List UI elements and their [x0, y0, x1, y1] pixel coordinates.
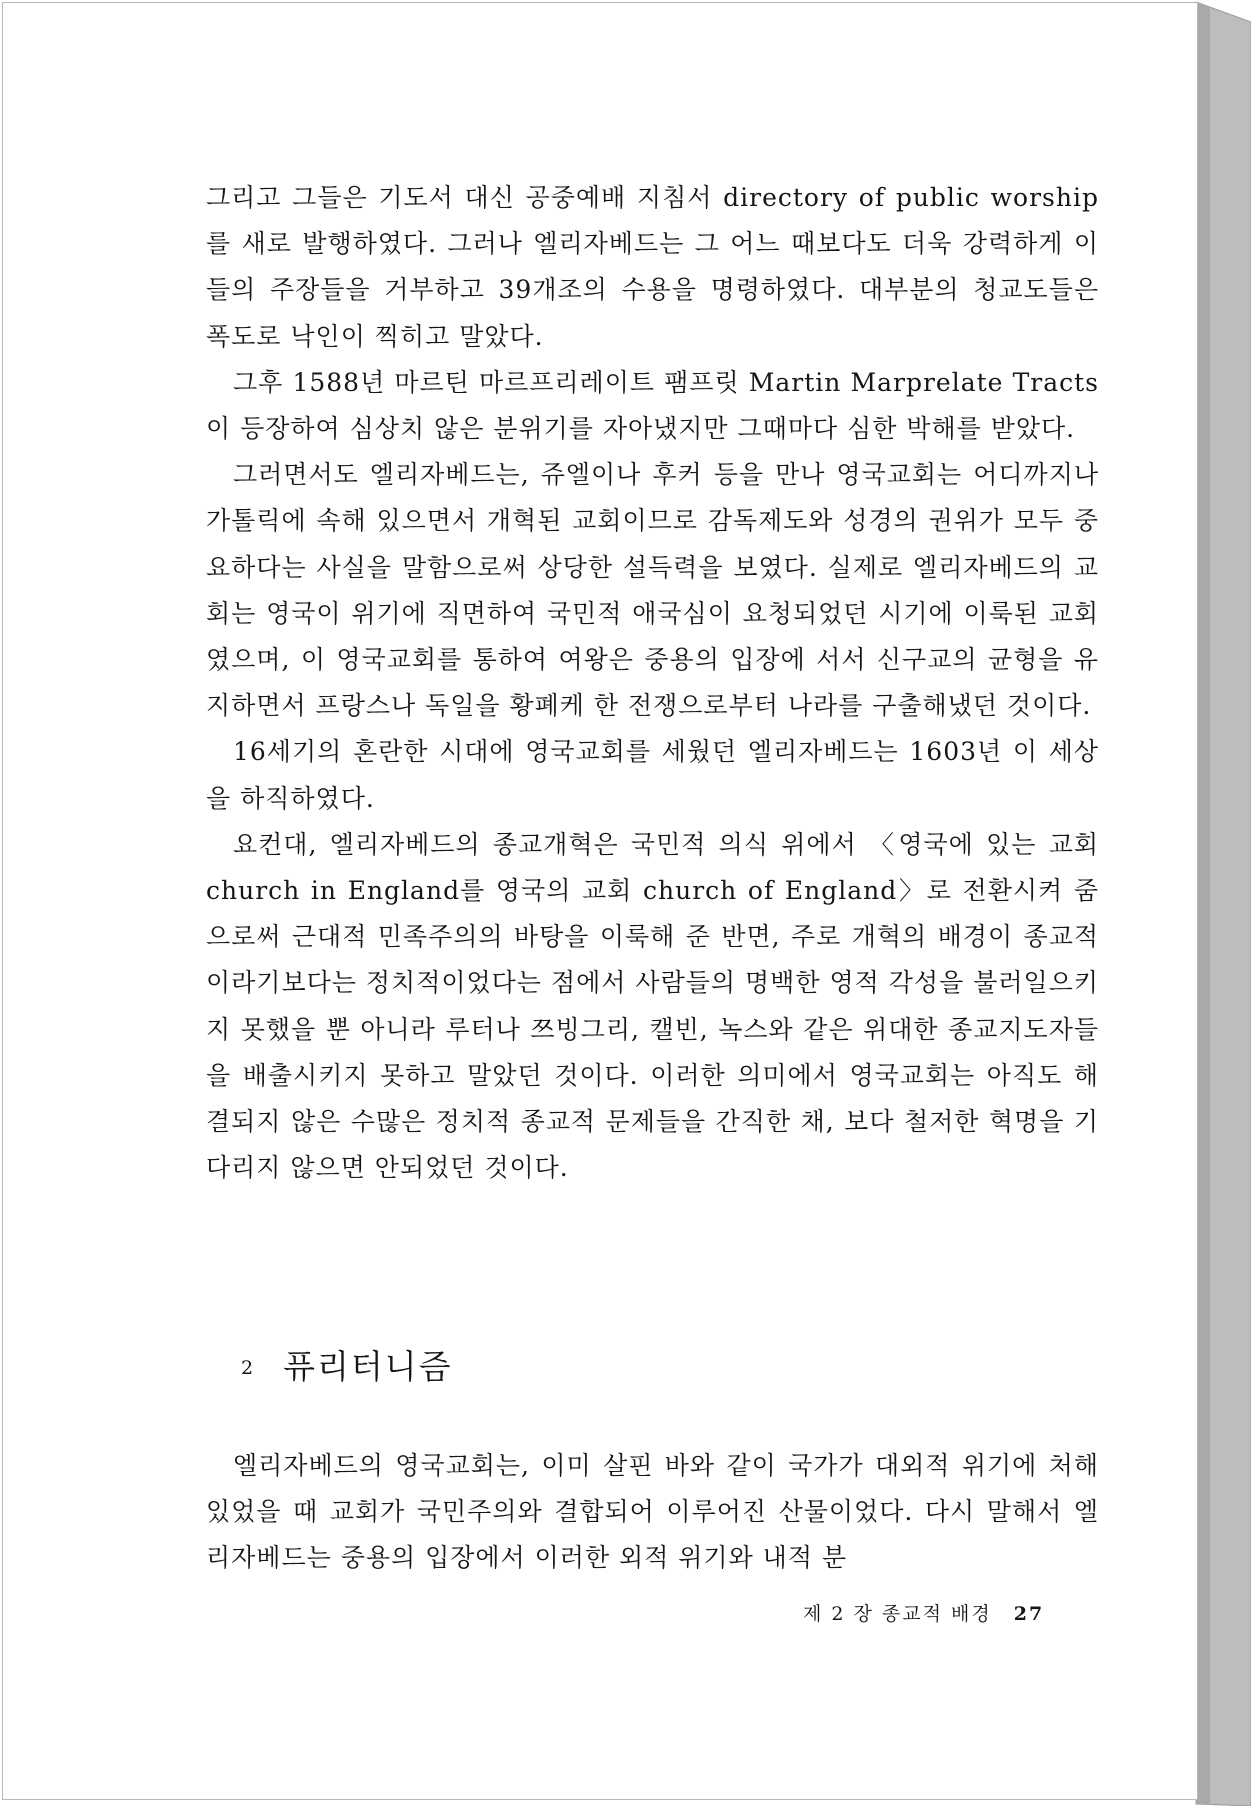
paragraph-1: 그리고 그들은 기도서 대신 공중예배 지침서 directory of public worship를 새로 발행하였다. 그러나 엘리자베드는 그 어느 때보다도 더욱 강력하게 이들의 주장들을 거부하고 39개조의 수용을 명령하였다. 대부분의 청교도들은 폭도로 낙인이 찍히고 말았다.: [206, 183, 1099, 351]
page-number: 27: [1013, 1603, 1045, 1625]
section-body: [206, 1443, 1099, 1582]
section-heading: [241, 1341, 452, 1388]
chapter-title: 제 2 장 종교적 배경: [803, 1603, 992, 1625]
paragraph-4: 16세기의 혼란한 시대에 영국교회를 세웠던 엘리자베드는 1603년 이 세상을 하직하였다.: [206, 737, 1099, 813]
book-page: [2, 2, 1198, 1800]
page-footer: [803, 1599, 1044, 1626]
paragraph-2: 그후 1588년 마르틴 마르프리레이트 팸프릿 Martin Marprelate Tracts이 등장하여 심상치 않은 분위기를 자아냈지만 그때마다 심한 박해를 받았다.: [206, 367, 1099, 444]
section-paragraph: 엘리자베드의 영국교회는, 이미 살핀 바와 같이 국가가 대외적 위기에 처해 있었을 때 교회가 국민주의와 결합되어 이루어진 산물이었다. 다시 말해서 엘리자베드는 중용의 입장에서 이러한 외적 위기와 내적 분: [206, 1451, 1099, 1573]
body-text: [206, 175, 1099, 1191]
paragraph-5: 요컨대, 엘리자베드의 종교개혁은 국민적 의식 위에서 〈영국에 있는 교회 church in England를 영국의 교회 church of England〉로 전환시켜 줌으로써 근대적 민족주의의 바탕을 이룩해 준 반면, 주로 개혁의 배경이 종교적이라기보다는 정치적이었다는 점에서 사람들의 명백한 영적 각성을 불러일으키지 못했을 뿐 아니라 루터나 쯔빙그리, 캘빈, 녹스와 같은 위대한 종교지도자들을 배출시키지 못하고 말았던 것이다. 이러한 의미에서 영국교회는 아직도 해결되지 않은 수많은 정치적 종교적 문제들을 간직한 채, 보다 철저한 혁명을 기다리지 않으면 안되었던 것이다.: [206, 829, 1099, 1183]
paragraph-3: 그러면서도 엘리자베드는, 쥬엘이나 후커 등을 만나 영국교회는 어디까지나 가톨릭에 속해 있으면서 개혁된 교회이므로 감독제도와 성경의 권위가 모두 중요하다는 사실을 말함으로써 상당한 설득력을 보였다. 실제로 엘리자베드의 교회는 영국이 위기에 직면하여 국민적 애국심이 요청되었던 시기에 이룩된 교회였으며, 이 영국교회를 통하여 여왕은 중용의 입장에 서서 신구교의 균형을 유지하면서 프랑스나 독일을 황폐케 한 전쟁으로부터 나라를 구출해냈던 것이다.: [206, 460, 1099, 721]
section-number: 2: [241, 1357, 256, 1379]
section-title: 퓨리터니즘: [283, 1347, 453, 1386]
